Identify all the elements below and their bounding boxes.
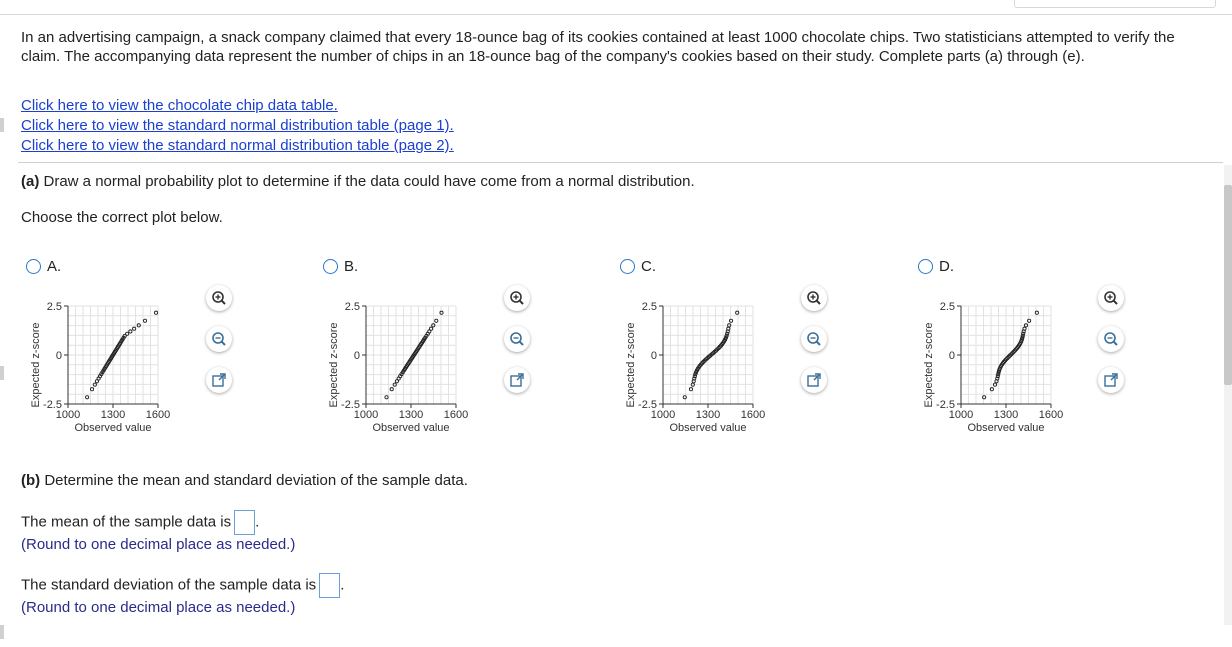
radio-b[interactable]	[323, 259, 338, 274]
x-axis-label: Observed value	[372, 422, 450, 434]
y-tick-label: -2.5	[936, 399, 955, 411]
zoom-out-icon[interactable]	[206, 326, 232, 352]
y-tick-label: 0	[353, 350, 360, 362]
choice-a[interactable]: A.	[26, 258, 61, 275]
top-button[interactable]	[1014, 0, 1216, 8]
zoom-in-icon[interactable]	[504, 285, 530, 311]
x-tick-label: 1600	[1038, 409, 1064, 421]
x-tick-label: 1000	[55, 409, 81, 421]
x-axis-label: Observed value	[967, 422, 1045, 434]
y-tick-label: 0	[948, 350, 955, 362]
left-margin-mark	[0, 118, 4, 132]
y-tick-label: 2.5	[344, 301, 360, 313]
x-tick-label: 1600	[740, 409, 766, 421]
plot-b-svg	[326, 292, 506, 444]
data-point	[390, 388, 393, 391]
y-axis-label: Expected z-score	[625, 322, 637, 408]
y-axis-label: Expected z-score	[30, 322, 42, 408]
y-axis-label: Expected z-score	[328, 322, 340, 408]
data-point	[86, 396, 89, 399]
zoom-out-icon[interactable]	[801, 326, 827, 352]
plot-a-svg	[28, 292, 208, 444]
divider	[18, 162, 1223, 163]
sd-hint: (Round to one decimal place as needed.)	[21, 599, 296, 616]
x-axis-label: Observed value	[74, 422, 152, 434]
top-bar	[0, 0, 1232, 15]
mean-hint: (Round to one decimal place as needed.)	[21, 536, 296, 553]
zoom-in-icon[interactable]	[206, 285, 232, 311]
sd-input[interactable]	[319, 573, 340, 598]
y-tick-label: -2.5	[638, 399, 657, 411]
x-axis-label: Observed value	[669, 422, 747, 434]
plot-b	[326, 292, 506, 444]
y-tick-label: 0	[55, 350, 62, 362]
x-tick-label: 1300	[398, 409, 424, 421]
sd-row: The standard deviation of the sample data is .	[21, 573, 344, 598]
data-point	[729, 319, 732, 322]
x-tick-label: 1000	[650, 409, 676, 421]
expand-icon[interactable]	[1098, 367, 1124, 393]
expand-icon[interactable]	[504, 367, 530, 393]
plot-d	[921, 292, 1101, 444]
plot-d-svg	[921, 292, 1101, 444]
problem-intro: In an advertising campaign, a snack company claimed that every 18-ounce bag of its cookies contained at least 1000 chocolate chips. Two statisticians attempted to verify the claim. The accompanying data represent the number of chips in an 18-ounce bag of the company's cookies based on their study. Complete parts (a) through (e).	[21, 29, 1175, 65]
data-point	[689, 388, 692, 391]
left-margin-mark	[0, 625, 4, 639]
data-point	[143, 319, 146, 322]
radio-c[interactable]	[620, 259, 635, 274]
y-tick-label: 2.5	[641, 301, 657, 313]
data-point	[385, 396, 388, 399]
x-tick-label: 1300	[100, 409, 126, 421]
x-tick-label: 1000	[353, 409, 379, 421]
x-tick-label: 1300	[993, 409, 1019, 421]
plot-a	[28, 292, 208, 444]
zoom-in-icon[interactable]	[801, 285, 827, 311]
y-tick-label: 2.5	[46, 301, 62, 313]
x-tick-label: 1600	[145, 409, 171, 421]
choose-instruction: Choose the correct plot below.	[21, 209, 223, 226]
zoom-in-icon[interactable]	[1098, 285, 1124, 311]
left-margin-mark	[0, 366, 4, 380]
x-tick-label: 1600	[443, 409, 469, 421]
normal-table-page1-link[interactable]: Click here to view the standard normal distribution table (page 1).	[21, 117, 454, 134]
part-b-question: (b) Determine the mean and standard deviation of the sample data.	[21, 472, 468, 489]
zoom-out-icon[interactable]	[1098, 326, 1124, 352]
radio-d[interactable]	[918, 259, 933, 274]
x-tick-label: 1000	[948, 409, 974, 421]
data-point	[435, 319, 438, 322]
plot-c-svg	[623, 292, 803, 444]
plot-c	[623, 292, 803, 444]
y-tick-label: -2.5	[43, 399, 62, 411]
choice-b[interactable]: B.	[323, 258, 358, 275]
zoom-out-icon[interactable]	[504, 326, 530, 352]
y-tick-label: -2.5	[341, 399, 360, 411]
choice-c[interactable]: C.	[620, 258, 656, 275]
part-a-question: (a) Draw a normal probability plot to determine if the data could have come from a normal distribution.	[21, 173, 695, 190]
data-table-link[interactable]: Click here to view the chocolate chip data table.	[21, 97, 338, 114]
data-point	[129, 330, 132, 333]
mean-row: The mean of the sample data is .	[21, 510, 259, 535]
y-tick-label: 0	[650, 350, 657, 362]
mean-input[interactable]	[234, 510, 255, 535]
choice-d[interactable]: D.	[918, 258, 954, 275]
y-tick-label: 2.5	[939, 301, 955, 313]
resource-links	[21, 96, 454, 156]
expand-icon[interactable]	[206, 367, 232, 393]
x-tick-label: 1300	[695, 409, 721, 421]
scrollbar-thumb[interactable]	[1224, 185, 1232, 385]
data-point	[154, 311, 157, 314]
normal-table-page2-link[interactable]: Click here to view the standard normal distribution table (page 2).	[21, 137, 454, 154]
expand-icon[interactable]	[801, 367, 827, 393]
data-point	[429, 327, 432, 330]
y-axis-label: Expected z-score	[923, 322, 935, 408]
radio-a[interactable]	[26, 259, 41, 274]
